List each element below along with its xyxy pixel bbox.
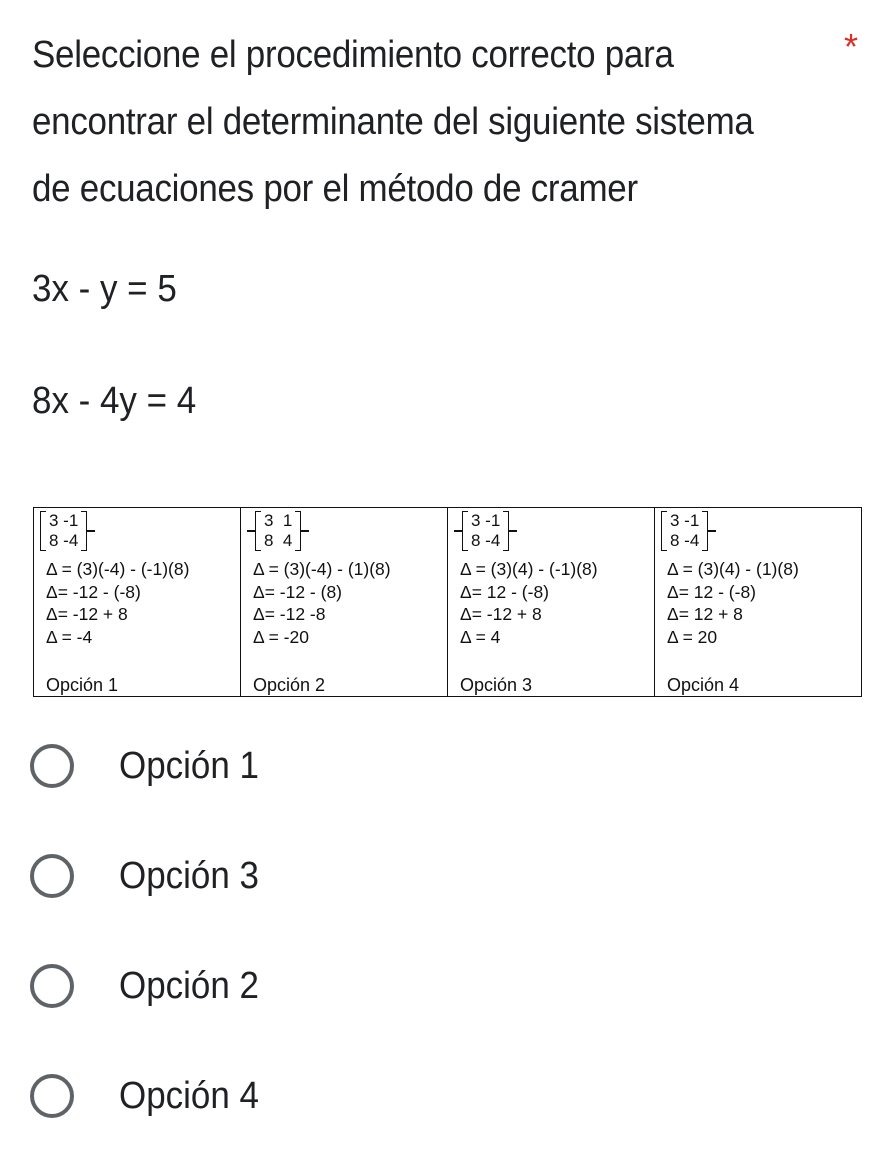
question-line: Seleccione el procedimiento correcto para <box>32 34 674 76</box>
step-line: Δ = (3)(4) - (-1)(8) <box>460 559 598 579</box>
matrix-row: 8 -4 <box>670 531 700 550</box>
radio-choice-opcion-1[interactable] <box>30 744 271 788</box>
equation-1: 3x - y = 5 <box>32 268 177 310</box>
question-line: de ecuaciones por el método de cramer <box>32 168 638 210</box>
matrix <box>661 511 716 551</box>
step-line: Δ = (3)(-4) - (1)(8) <box>253 559 391 579</box>
matrix-stub <box>247 530 255 532</box>
step-line: Δ = 20 <box>667 626 718 647</box>
matrix-stub <box>509 530 517 532</box>
matrix-row: 8 -4 <box>471 531 501 550</box>
radio-button-circle[interactable] <box>30 744 74 788</box>
step-line: Δ= 12 + 8 <box>667 604 743 624</box>
matrix-row: 8 -4 <box>49 531 79 550</box>
step-line: Δ = -4 <box>46 626 93 647</box>
question-line: encontrar el determinante del siguiente sistema <box>32 101 754 143</box>
matrix-row: 3 -1 <box>471 511 501 530</box>
radio-choice-opcion-3[interactable] <box>30 854 271 898</box>
step-line: Δ = -20 <box>253 626 309 647</box>
choice-label[interactable]: Opción 4 <box>119 1074 259 1117</box>
matrix-row: 3 1 <box>264 511 293 530</box>
radio-button-circle[interactable] <box>30 964 74 1008</box>
matrix-row: 3 -1 <box>49 511 79 530</box>
option-image-label: Opción 4 <box>667 675 740 695</box>
question-title <box>32 22 759 223</box>
step-line: Δ= -12 + 8 <box>460 604 542 624</box>
step-line: Δ = 4 <box>460 626 501 647</box>
matrix-stub <box>301 530 309 532</box>
required-asterisk: * <box>844 26 859 67</box>
matrix-stub <box>87 530 95 532</box>
step-line: Δ= -12 -8 <box>253 604 326 624</box>
matrix-row: 8 4 <box>264 531 293 550</box>
step-line: Δ= 12 - (-8) <box>667 581 757 602</box>
step-line: Δ= -12 - (-8) <box>46 581 141 602</box>
step-line: Δ= -12 - (8) <box>253 581 343 602</box>
options-image-table <box>33 507 862 697</box>
choice-label[interactable]: Opción 1 <box>119 744 259 787</box>
matrix <box>247 511 309 551</box>
matrix-row: 3 -1 <box>670 511 700 530</box>
option-image-label: Opción 3 <box>460 675 533 695</box>
option-image-label: Opción 2 <box>253 675 326 695</box>
choice-label[interactable]: Opción 2 <box>119 964 259 1007</box>
step-line: Δ= -12 + 8 <box>46 604 128 624</box>
radio-button-circle[interactable] <box>30 1074 74 1118</box>
option-cell-2 <box>240 508 447 696</box>
radio-choice-opcion-2[interactable] <box>30 964 271 1008</box>
step-line: Δ= 12 - (-8) <box>460 581 550 602</box>
matrix <box>454 511 517 551</box>
step-line: Δ = (3)(-4) - (-1)(8) <box>46 559 190 579</box>
option-cell-4 <box>654 508 861 696</box>
choice-label[interactable]: Opción 3 <box>119 854 259 897</box>
option-image-label: Opción 1 <box>46 675 119 695</box>
matrix-stub <box>454 530 462 532</box>
radio-button-circle[interactable] <box>30 854 74 898</box>
matrix <box>40 511 95 551</box>
equation-2: 8x - 4y = 4 <box>32 380 197 422</box>
step-line: Δ = (3)(4) - (1)(8) <box>667 559 799 579</box>
radio-choice-opcion-4[interactable] <box>30 1074 271 1118</box>
option-cell-3 <box>447 508 654 696</box>
option-cell-1 <box>34 508 240 696</box>
matrix-stub <box>708 530 716 532</box>
